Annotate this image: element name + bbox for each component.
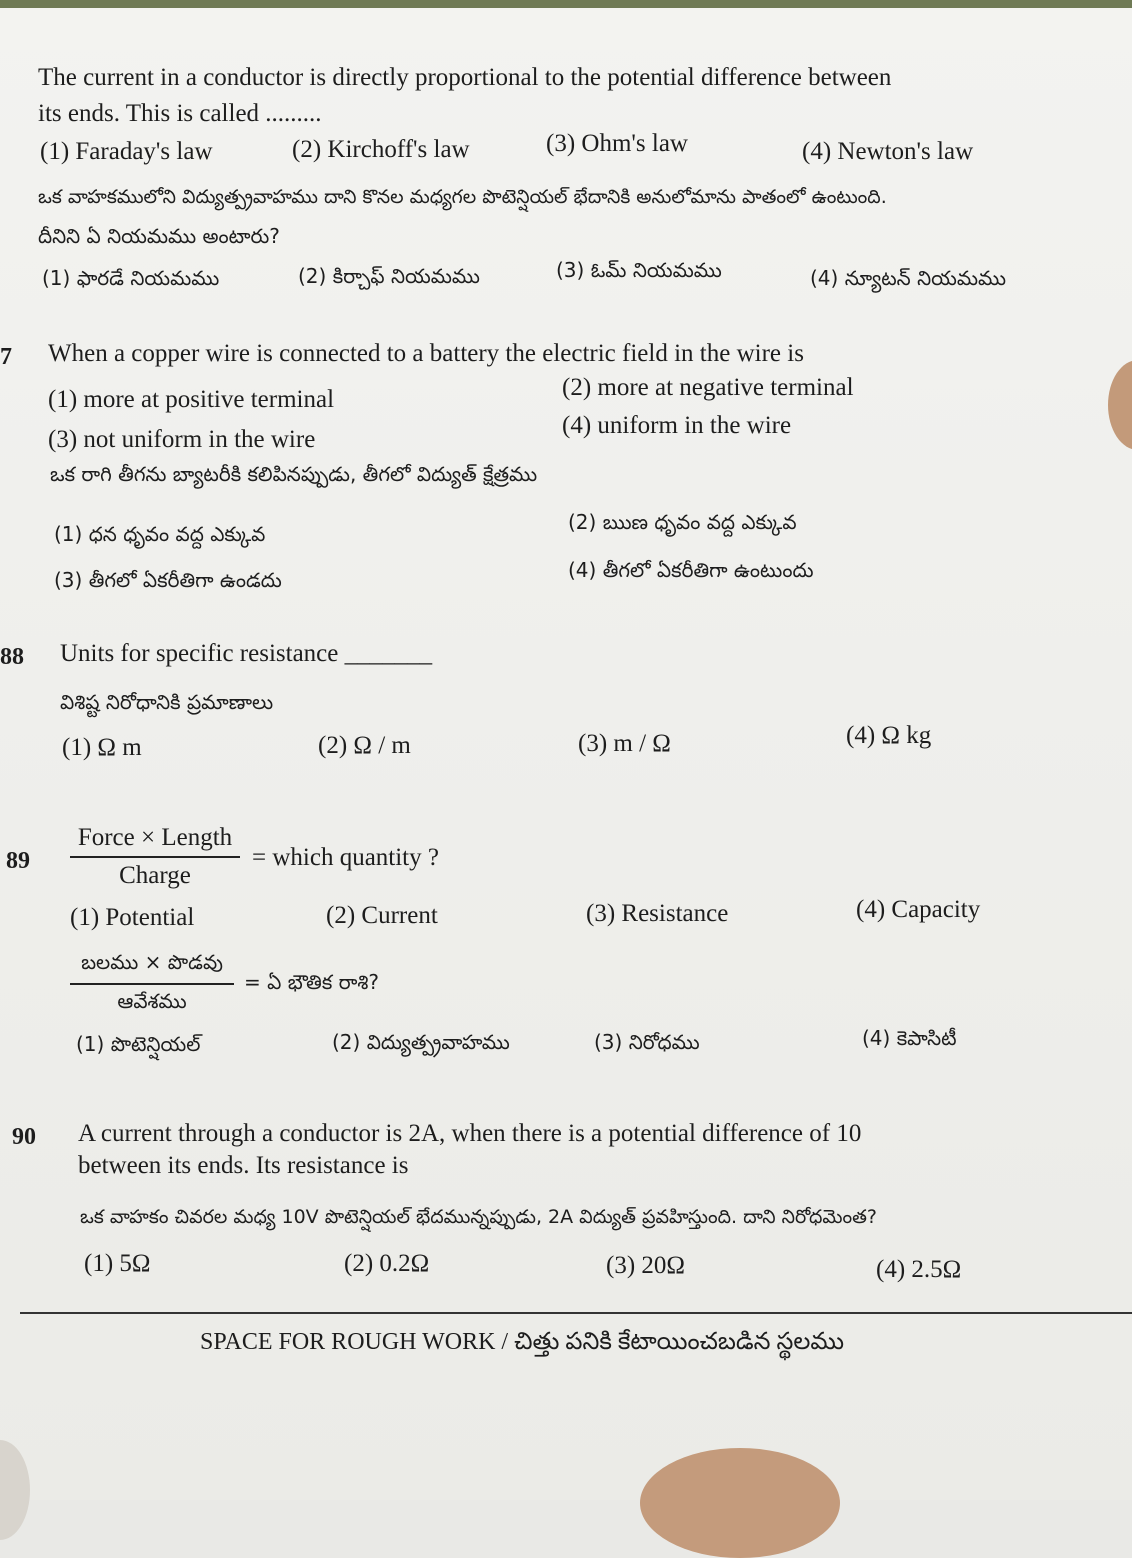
rough-work-label: SPACE FOR ROUGH WORK / చిత్తు పనికి కేటాయించబడిన స్థలము: [200, 1329, 845, 1355]
q86-option-3: (3) Ohm's law: [546, 130, 688, 157]
q87-telugu-option-4: (4) తీగలో ఏకరీతిగా ఉంటుందు: [568, 558, 814, 582]
q87-telugu-option-1: (1) ధన ధృవం వద్ద ఎక్కువ: [54, 522, 266, 546]
q89-fraction-bar: [70, 856, 240, 858]
q86-telugu-line1: ఒక వాహకములోని విద్యుత్ప్రవాహము దాని కొనల మధ్యగల పొటెన్షియల్ భేదానికి అనులోమాను పాతంలో ఉంటుంది.: [38, 186, 887, 208]
background-foliage-strip: [0, 0, 1132, 8]
q86-telugu-option-4: (4) న్యూటన్ నియమము: [810, 266, 1007, 290]
q89-number: 89: [6, 848, 30, 874]
q89-telugu-option-3: (3) నిరోధము: [594, 1030, 700, 1054]
q86-text-line2: its ends. This is called .........: [38, 100, 322, 127]
q86-option-2: (2) Kirchoff's law: [292, 136, 470, 163]
q86-telugu-option-2: (2) కిర్చాఫ్ నియమము: [298, 264, 480, 288]
q88-option-2: (2) Ω / m: [318, 732, 411, 759]
q88-option-3: (3) m / Ω: [578, 730, 671, 757]
q86-telugu-line2: దీనిని ఏ నియమము అంటారు?: [38, 224, 280, 248]
q88-option-1: (1) Ω m: [62, 734, 142, 761]
q89-telugu-fraction-bar: [70, 983, 234, 985]
q87-telugu-option-3: (3) తీగలో ఏకరీతిగా ఉండదు: [54, 568, 282, 592]
q89-telugu-fraction-denominator: ఆవేశము: [117, 989, 187, 1013]
q88-number: 88: [0, 644, 24, 670]
rough-work-divider: [20, 1312, 1132, 1314]
q89-telugu-option-2: (2) విద్యుత్ప్రవాహము: [332, 1030, 510, 1054]
thumb-bottom: [640, 1448, 840, 1558]
q90-number: 90: [12, 1124, 36, 1150]
q90-option-3: (3) 20Ω: [606, 1252, 685, 1279]
q90-option-2: (2) 0.2Ω: [344, 1250, 430, 1277]
q86-text-line1: The current in a conductor is directly proportional to the potential difference between: [38, 64, 892, 91]
q90-option-4: (4) 2.5Ω: [876, 1256, 962, 1283]
q89-question: = which quantity ?: [252, 844, 439, 871]
q89-fraction-denominator: Charge: [119, 862, 191, 889]
q87-text: When a copper wire is connected to a battery the electric field in the wire is: [48, 340, 804, 367]
q89-option-3: (3) Resistance: [586, 900, 729, 927]
q88-telugu-text: విశిష్ట నిరోధానికి ప్రమాణాలు: [60, 690, 274, 714]
q89-option-1: (1) Potential: [70, 904, 195, 931]
q90-telugu-text: ఒక వాహకం చివరల మధ్య 10V పొటెన్షియల్ భేదమున్నప్పుడు, 2A విద్యుత్ ప్రవహిస్తుంది. దాని నిరోధమెంత?: [80, 1206, 878, 1228]
q89-fraction-numerator: Force × Length: [77, 824, 233, 851]
q89-telugu-option-4: (4) కెపాసిటీ: [862, 1026, 957, 1050]
q86-option-4: (4) Newton's law: [802, 138, 974, 165]
q90-text-line1: A current through a conductor is 2A, when there is a potential difference of 10: [78, 1120, 862, 1147]
q89-fraction: [70, 824, 240, 890]
q90-option-1: (1) 5Ω: [84, 1250, 151, 1277]
q88-text: Units for specific resistance _______: [60, 640, 433, 667]
q89-telugu-question: = ఏ భౌతిక రాశి?: [244, 970, 379, 994]
q87-option-2: (2) more at negative terminal: [562, 374, 854, 401]
q90-text-line2: between its ends. Its resistance is: [78, 1152, 409, 1179]
q86-option-1: (1) Faraday's law: [40, 138, 213, 165]
q89-telugu-option-1: (1) పొటెన్షియల్: [76, 1032, 201, 1056]
q87-option-3: (3) not uniform in the wire: [48, 426, 316, 453]
q86-telugu-option-1: (1) ఫారడే నియమము: [42, 266, 220, 290]
q87-telugu-option-2: (2) ఋణ ధృవం వద్ద ఎక్కువ: [568, 510, 797, 534]
q88-option-4: (4) Ω kg: [846, 722, 932, 749]
q87-number: 7: [0, 344, 12, 370]
q87-option-1: (1) more at positive terminal: [48, 386, 335, 413]
q89-telugu-fraction-numerator: బలము × పొడవు: [81, 950, 223, 974]
q87-telugu-text: ఒక రాగి తీగను బ్యాటరీకి కలిపినప్పుడు, తీగలో విద్యుత్ క్షేత్రము: [50, 462, 538, 486]
q89-option-2: (2) Current: [326, 902, 438, 929]
q89-telugu-fraction: [70, 950, 234, 1018]
q89-option-4: (4) Capacity: [856, 896, 981, 923]
q87-option-4: (4) uniform in the wire: [562, 412, 792, 439]
q86-telugu-option-3: (3) ఓమ్ నియమము: [556, 258, 722, 282]
